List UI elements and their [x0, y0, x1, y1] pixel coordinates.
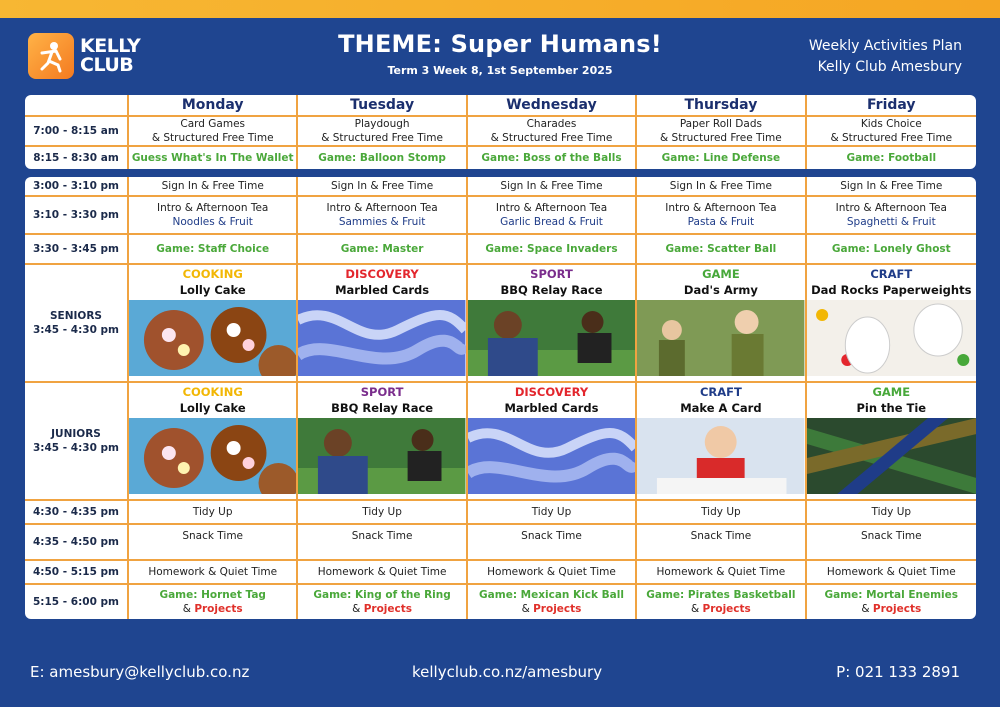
morning-game: Game: Balloon Stomp	[298, 147, 467, 169]
morning-game: Game: Boss of the Balls	[468, 147, 637, 169]
final-game-cell: Game: Hornet Tag & Projects	[129, 585, 298, 619]
day-header: Friday	[807, 95, 976, 117]
homework-cell: Homework & Quiet Time	[298, 561, 467, 585]
tidy-cell: Tidy Up	[637, 501, 806, 525]
seniors-activity: CRAFT Dad Rocks Paperweights	[807, 265, 976, 383]
time-slot: 4:30 - 4:35 pm	[25, 501, 129, 525]
term-subtitle: Term 3 Week 8, 1st September 2025	[387, 64, 613, 77]
afternoon-game: Game: Staff Choice	[129, 235, 298, 265]
final-game-cell: Game: Mortal Enemies & Projects	[824, 589, 959, 615]
activity-cell: Kids Choice & Structured Free Time	[807, 117, 976, 147]
signin-cell: Sign In & Free Time	[807, 177, 976, 197]
marbled-cards-photo	[298, 300, 465, 376]
phone-number: P: 021 133 2891	[836, 663, 960, 681]
marbled-cards-photo	[468, 418, 635, 494]
tea-cell: Intro & Afternoon Tea Garlic Bread & Fruit	[468, 197, 637, 235]
morning-game: Guess What's In The Wallet	[129, 147, 298, 169]
signin-cell: Sign In & Free Time	[468, 177, 637, 197]
corner-cell	[25, 95, 129, 117]
juniors-activity: DISCOVERY Marbled Cards	[468, 383, 637, 501]
activity-cell: Card Games & Structured Free Time	[129, 117, 298, 147]
signin-cell: Sign In & Free Time	[298, 177, 467, 197]
juniors-label: JUNIORS 3:45 - 4:30 pm	[25, 383, 129, 501]
time-slot: 7:00 - 8:15 am	[25, 117, 129, 147]
make-a-card-photo	[637, 418, 804, 494]
afternoon-block	[25, 177, 976, 619]
club-location: Kelly Club Amesbury	[817, 59, 962, 75]
juniors-activity: SPORT BBQ Relay Race	[298, 383, 467, 501]
lolly-cake-photo	[129, 418, 296, 494]
day-header: Thursday	[637, 95, 806, 117]
kelly-club-logo	[28, 30, 168, 82]
morning-game: Game: Football	[846, 152, 937, 164]
activity-cell: Playdough & Structured Free Time	[298, 117, 467, 147]
day-header: Tuesday	[298, 95, 467, 117]
homework-cell: Homework & Quiet Time	[468, 561, 637, 585]
afternoon-game: Game: Space Invaders	[468, 235, 637, 265]
morning-block	[25, 95, 976, 169]
paperweights-photo	[807, 300, 976, 376]
time-slot: 3:00 - 3:10 pm	[25, 177, 129, 197]
lolly-cake-photo	[129, 300, 296, 376]
final-game-cell: Game: Pirates Basketball & Projects	[637, 585, 806, 619]
plan-info	[809, 36, 962, 78]
day-header: Monday	[129, 95, 298, 117]
seniors-activity: SPORT BBQ Relay Race	[468, 265, 637, 383]
time-slot: 3:10 - 3:30 pm	[25, 197, 129, 235]
dads-army-photo	[637, 300, 804, 376]
top-accent-bar	[0, 0, 1000, 18]
juniors-activity: COOKING Lolly Cake	[129, 383, 298, 501]
email-link[interactable]: E: amesbury@kellyclub.co.nz	[30, 663, 250, 681]
time-slot: 8:15 - 8:30 am	[25, 147, 129, 169]
footer	[0, 655, 1000, 695]
tea-cell: Intro & Afternoon Tea Noodles & Fruit	[129, 197, 298, 235]
theme-header	[300, 30, 700, 77]
tidy-cell: Tidy Up	[129, 501, 298, 525]
logo-line-1: KELLY	[80, 35, 141, 57]
tidy-cell: Tidy Up	[807, 501, 976, 525]
afternoon-game: Game: Master	[298, 235, 467, 265]
time-slot: 3:30 - 3:45 pm	[25, 235, 129, 265]
relay-race-photo	[298, 418, 465, 494]
snack-cell: Snack Time	[298, 525, 467, 561]
seniors-activity: GAME Dad's Army	[637, 265, 806, 383]
activity-cell: Paper Roll Dads & Structured Free Time	[637, 117, 806, 147]
homework-cell: Homework & Quiet Time	[637, 561, 806, 585]
seniors-label: SENIORS 3:45 - 4:30 pm	[25, 265, 129, 383]
logo-line-2: CLUB	[80, 54, 134, 76]
tea-cell: Intro & Afternoon Tea Spaghetti & Fruit	[807, 197, 976, 235]
day-header: Wednesday	[468, 95, 637, 117]
activity-cell: Charades & Structured Free Time	[468, 117, 637, 147]
runner-icon	[28, 33, 74, 79]
relay-race-photo	[468, 300, 635, 376]
signin-cell: Sign In & Free Time	[129, 177, 298, 197]
tidy-cell: Tidy Up	[468, 501, 637, 525]
homework-cell: Homework & Quiet Time	[807, 561, 976, 585]
time-slot: 4:50 - 5:15 pm	[25, 561, 129, 585]
tea-cell: Intro & Afternoon Tea Pasta & Fruit	[637, 197, 806, 235]
pin-the-tie-photo	[807, 418, 976, 494]
snack-cell: Snack Time	[807, 525, 976, 561]
snack-cell: Snack Time	[637, 525, 806, 561]
afternoon-game: Game: Lonely Ghost	[807, 235, 976, 265]
juniors-activity: CRAFT Make A Card	[637, 383, 806, 501]
signin-cell: Sign In & Free Time	[637, 177, 806, 197]
activities-timetable	[25, 95, 976, 627]
afternoon-game: Game: Scatter Ball	[637, 235, 806, 265]
final-game-cell: Game: Mexican Kick Ball & Projects	[468, 585, 637, 619]
website-link[interactable]: kellyclub.co.nz/amesbury	[412, 663, 603, 681]
time-slot: 5:15 - 6:00 pm	[25, 585, 129, 619]
seniors-activity: COOKING Lolly Cake	[129, 265, 298, 383]
seniors-activity: DISCOVERY Marbled Cards	[298, 265, 467, 383]
snack-cell: Snack Time	[129, 525, 298, 561]
juniors-activity: GAME Pin the Tie	[807, 383, 976, 501]
snack-cell: Snack Time	[468, 525, 637, 561]
final-game-cell: Game: King of the Ring & Projects	[298, 585, 467, 619]
time-slot: 4:35 - 4:50 pm	[25, 525, 129, 561]
plan-title: Weekly Activities Plan	[808, 38, 962, 54]
tidy-cell: Tidy Up	[298, 501, 467, 525]
tea-cell: Intro & Afternoon Tea Sammies & Fruit	[298, 197, 467, 235]
homework-cell: Homework & Quiet Time	[129, 561, 298, 585]
theme-title: THEME: Super Humans!	[338, 30, 662, 58]
morning-game: Game: Line Defense	[637, 147, 806, 169]
